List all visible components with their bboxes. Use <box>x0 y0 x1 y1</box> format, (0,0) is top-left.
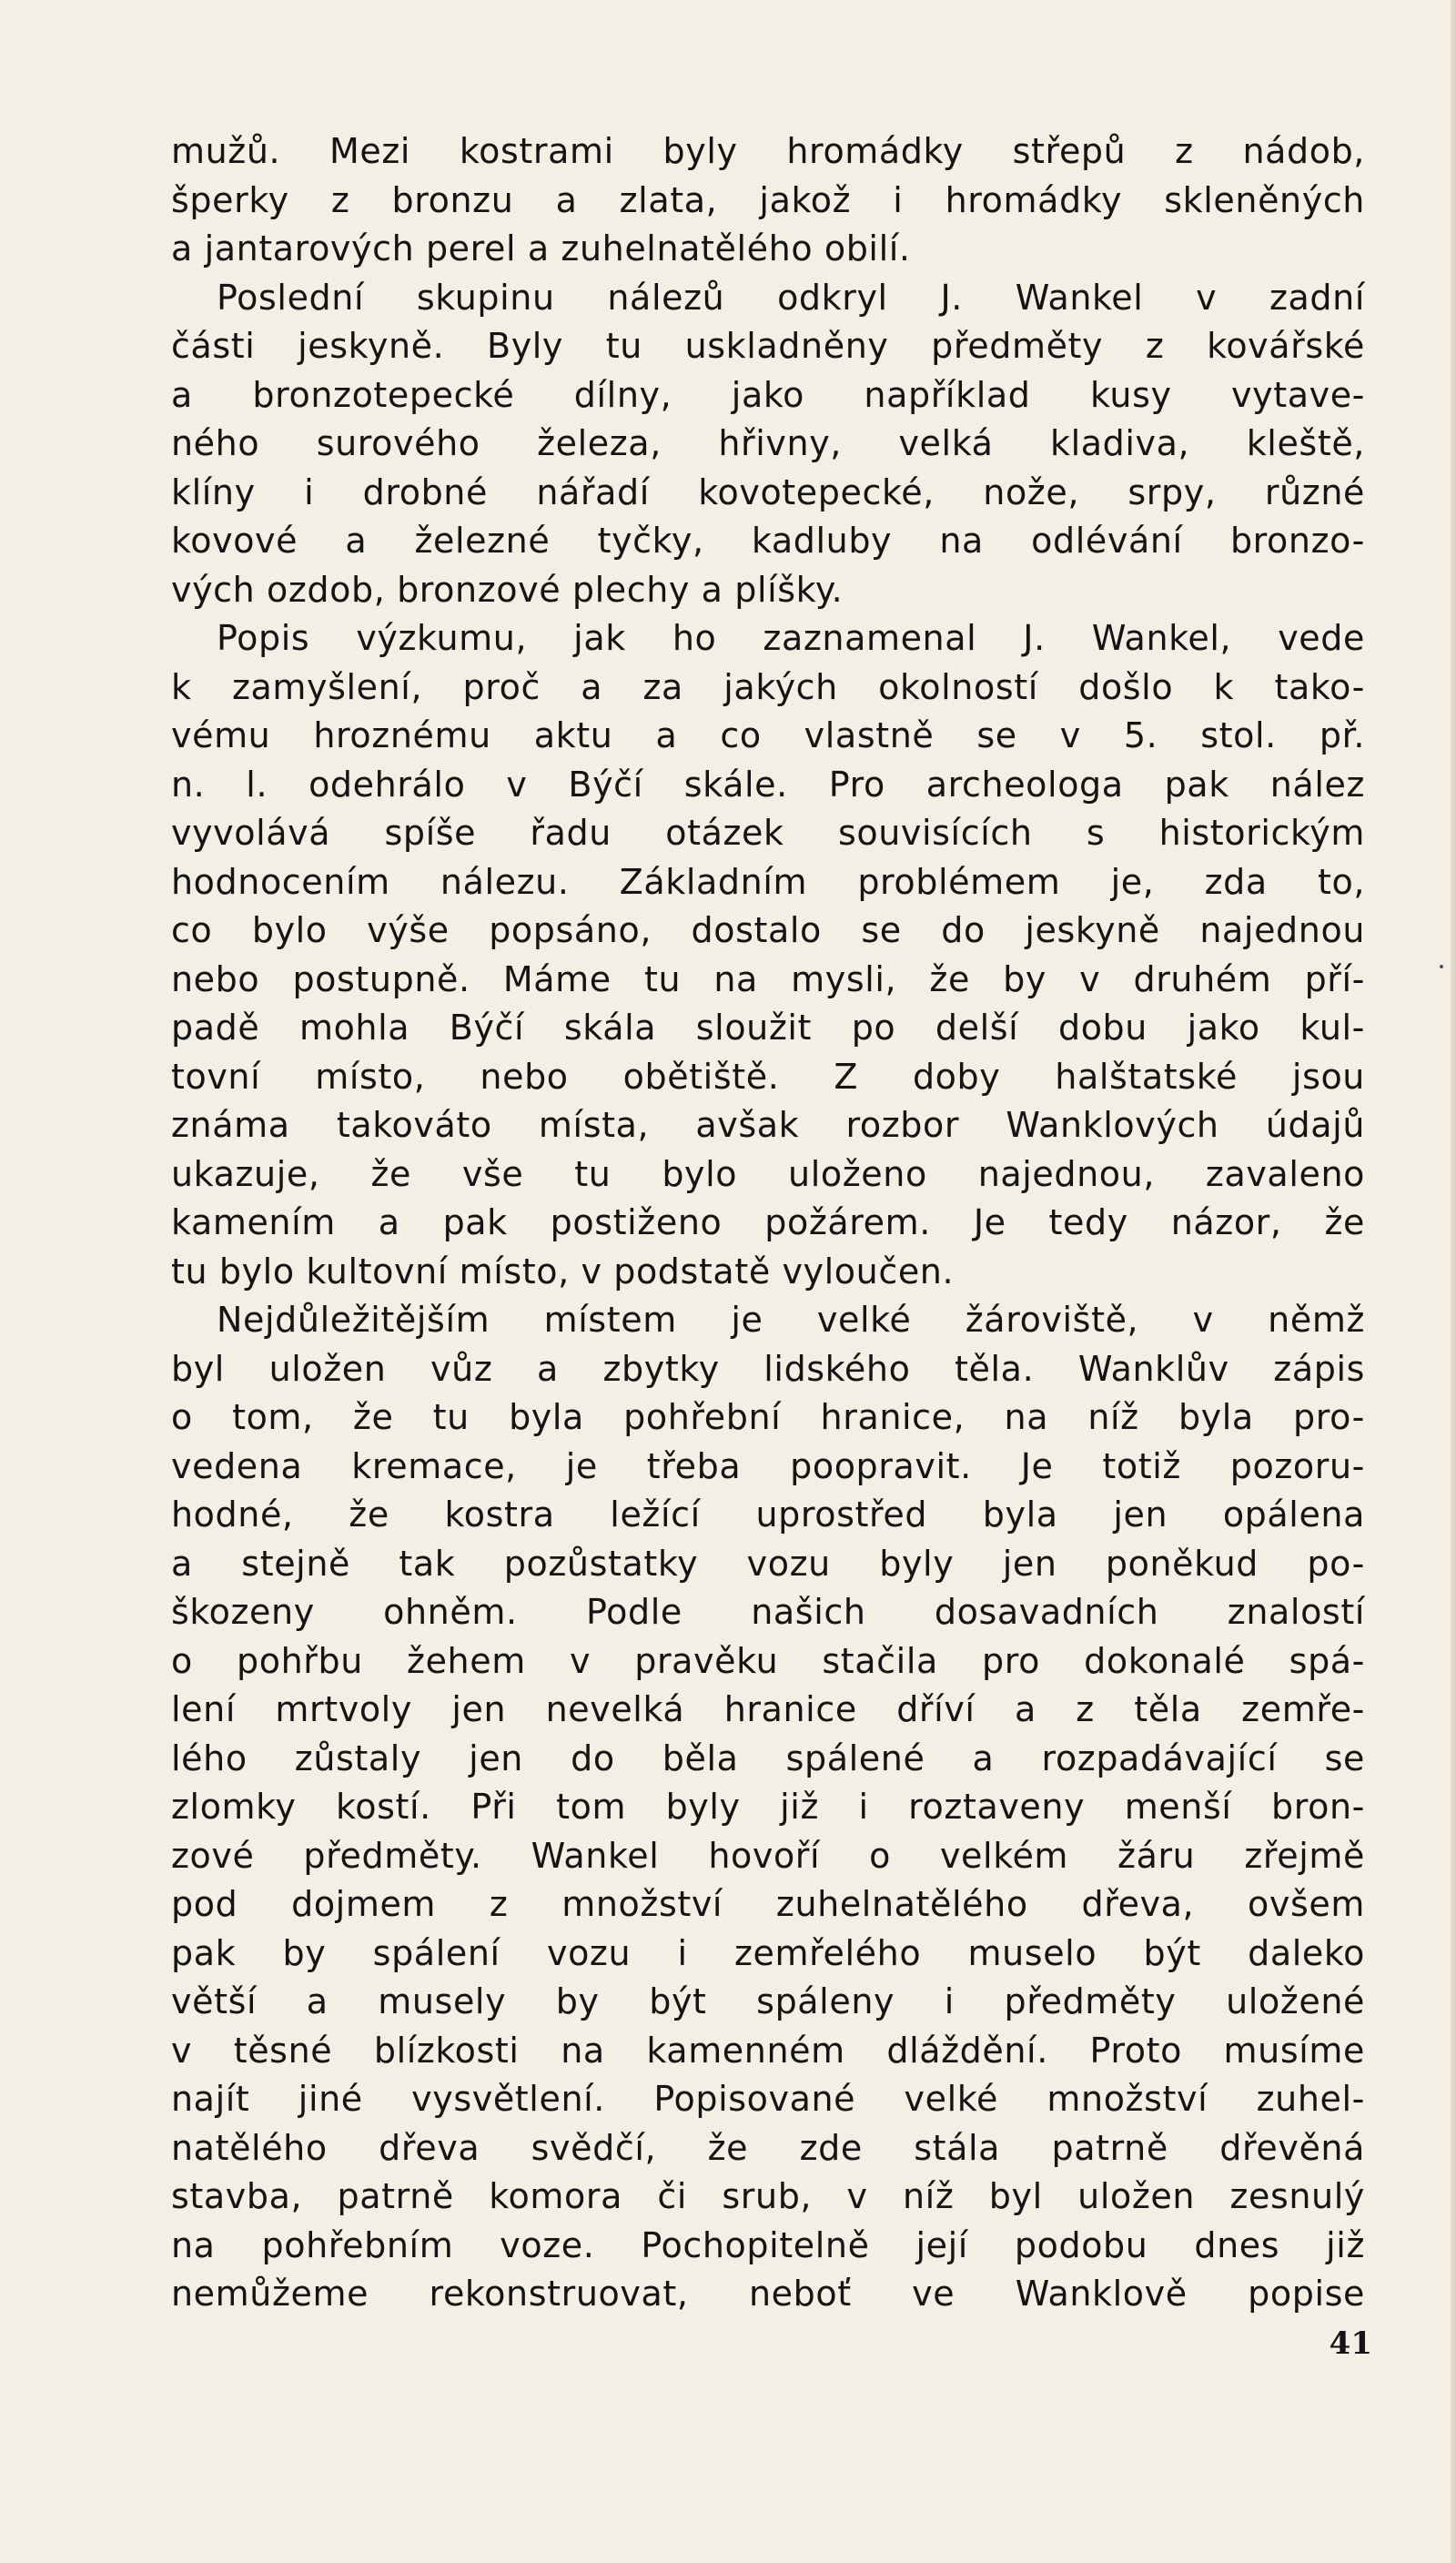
text-line: ného surového železa, hřivny, velká kladiva, kleště, <box>171 423 1365 463</box>
text-line: pod dojmem z množství zuhelnatělého dřeva, ovšem <box>171 1884 1365 1924</box>
text-line: a jantarových perel a zuhelnatělého obilí. <box>171 228 911 268</box>
text-line: kamením a pak postiženo požárem. Je tedy názor, že <box>171 1202 1365 1242</box>
body-text <box>171 127 1365 2319</box>
text-line: zové předměty. Wankel hovoří o velkém žáru zřejmě <box>171 1835 1365 1876</box>
text-line: hodnocením nálezu. Základním problémem je, zda to, <box>171 861 1365 902</box>
text-line: tu bylo kultovní místo, v podstatě vyloučen. <box>171 1251 955 1292</box>
text-line: Popis výzkumu, jak ho zaznamenal J. Wankel, vede <box>217 618 1365 658</box>
page-number: 41 <box>1329 2325 1372 2362</box>
text-line: zlomky kostí. Při tom byly již i roztaveny menší bron- <box>171 1787 1365 1827</box>
text-line: ukazuje, že vše tu bylo uloženo najednou, zavaleno <box>171 1153 1365 1194</box>
text-line: k zamyšlení, proč a za jakých okolností došlo k tako- <box>171 666 1365 707</box>
text-line: o tom, že tu byla pohřební hranice, na níž byla pro- <box>171 1397 1365 1437</box>
text-line: tovní místo, nebo obětiště. Z doby halštatské jsou <box>171 1056 1365 1097</box>
text-line: části jeskyně. Byly tu uskladněny předměty z kovářské <box>171 326 1365 366</box>
text-line: lení mrtvoly jen nevelká hranice dříví a z těla zemře- <box>171 1689 1365 1729</box>
text-line: byl uložen vůz a zbytky lidského těla. Wanklův zápis <box>171 1348 1365 1389</box>
text-line: větší a musely by být spáleny i předměty uložené <box>171 1981 1365 2021</box>
text-line: najít jiné vysvětlení. Popisované velké množství zuhel- <box>171 2079 1365 2119</box>
text-line: Poslední skupinu nálezů odkryl J. Wankel v zadní <box>217 277 1365 318</box>
text-line: pak by spálení vozu i zemřelého muselo být daleko <box>171 1932 1365 1973</box>
text-line: natělého dřeva svědčí, že zde stála patrně dřevěná <box>171 2127 1365 2168</box>
text-line: vyvolává spíše řadu otázek souvisících s historickým <box>171 813 1365 853</box>
text-line: vých ozdob, bronzové plechy a plíšky. <box>171 569 844 610</box>
text-line: a stejně tak pozůstatky vozu byly jen poněkud po- <box>171 1543 1365 1584</box>
text-line: padě mohla Býčí skála sloužit po delší dobu jako kul- <box>171 1008 1365 1048</box>
paper-speck <box>1440 965 1443 968</box>
page-edge <box>1451 0 1456 2563</box>
text-line: lého zůstaly jen do běla spálené a rozpadávající se <box>171 1737 1365 1778</box>
text-line: a bronzotepecké dílny, jako například kusy vytave- <box>171 374 1365 415</box>
text-line: vému hroznému aktu a co vlastně se v 5. stol. př. <box>171 715 1365 755</box>
text-line: v těsné blízkosti na kamenném dláždění. Proto musíme <box>171 2030 1365 2071</box>
text-line: nemůžeme rekonstruovat, neboť ve Wanklově popise <box>171 2274 1365 2314</box>
text-line: stavba, patrně komora či srub, v níž byl uložen zesnulý <box>171 2176 1365 2216</box>
text-line: mužů. Mezi kostrami byly hromádky střepů z nádob, <box>171 131 1365 171</box>
text-line: hodné, že kostra ležící uprostřed byla jen opálena <box>171 1494 1365 1535</box>
text-line: kovové a železné tyčky, kadluby na odlévání bronzo- <box>171 521 1365 561</box>
text-line: vedena kremace, je třeba poopravit. Je totiž pozoru- <box>171 1445 1365 1486</box>
text-line: o pohřbu žehem v pravěku stačila pro dokonalé spá- <box>171 1640 1365 1681</box>
text-line: n. l. odehrálo v Býčí skále. Pro archeologa pak nález <box>171 764 1365 805</box>
text-line: škozeny ohněm. Podle našich dosavadních znalostí <box>171 1592 1365 1632</box>
text-line: co bylo výše popsáno, dostalo se do jeskyně najednou <box>171 910 1365 950</box>
text-line: na pohřebním voze. Pochopitelně její podobu dnes již <box>171 2224 1365 2265</box>
text-line: známa takováto místa, avšak rozbor Wanklových údajů <box>171 1105 1365 1145</box>
text-line: nebo postupně. Máme tu na mysli, že by v druhém pří- <box>171 958 1365 999</box>
text-line: Nejdůležitějším místem je velké žároviště, v němž <box>217 1300 1365 1340</box>
text-line: klíny i drobné nářadí kovotepecké, nože, srpy, různé <box>171 471 1365 512</box>
text-line: šperky z bronzu a zlata, jakož i hromádky skleněných <box>171 179 1365 220</box>
